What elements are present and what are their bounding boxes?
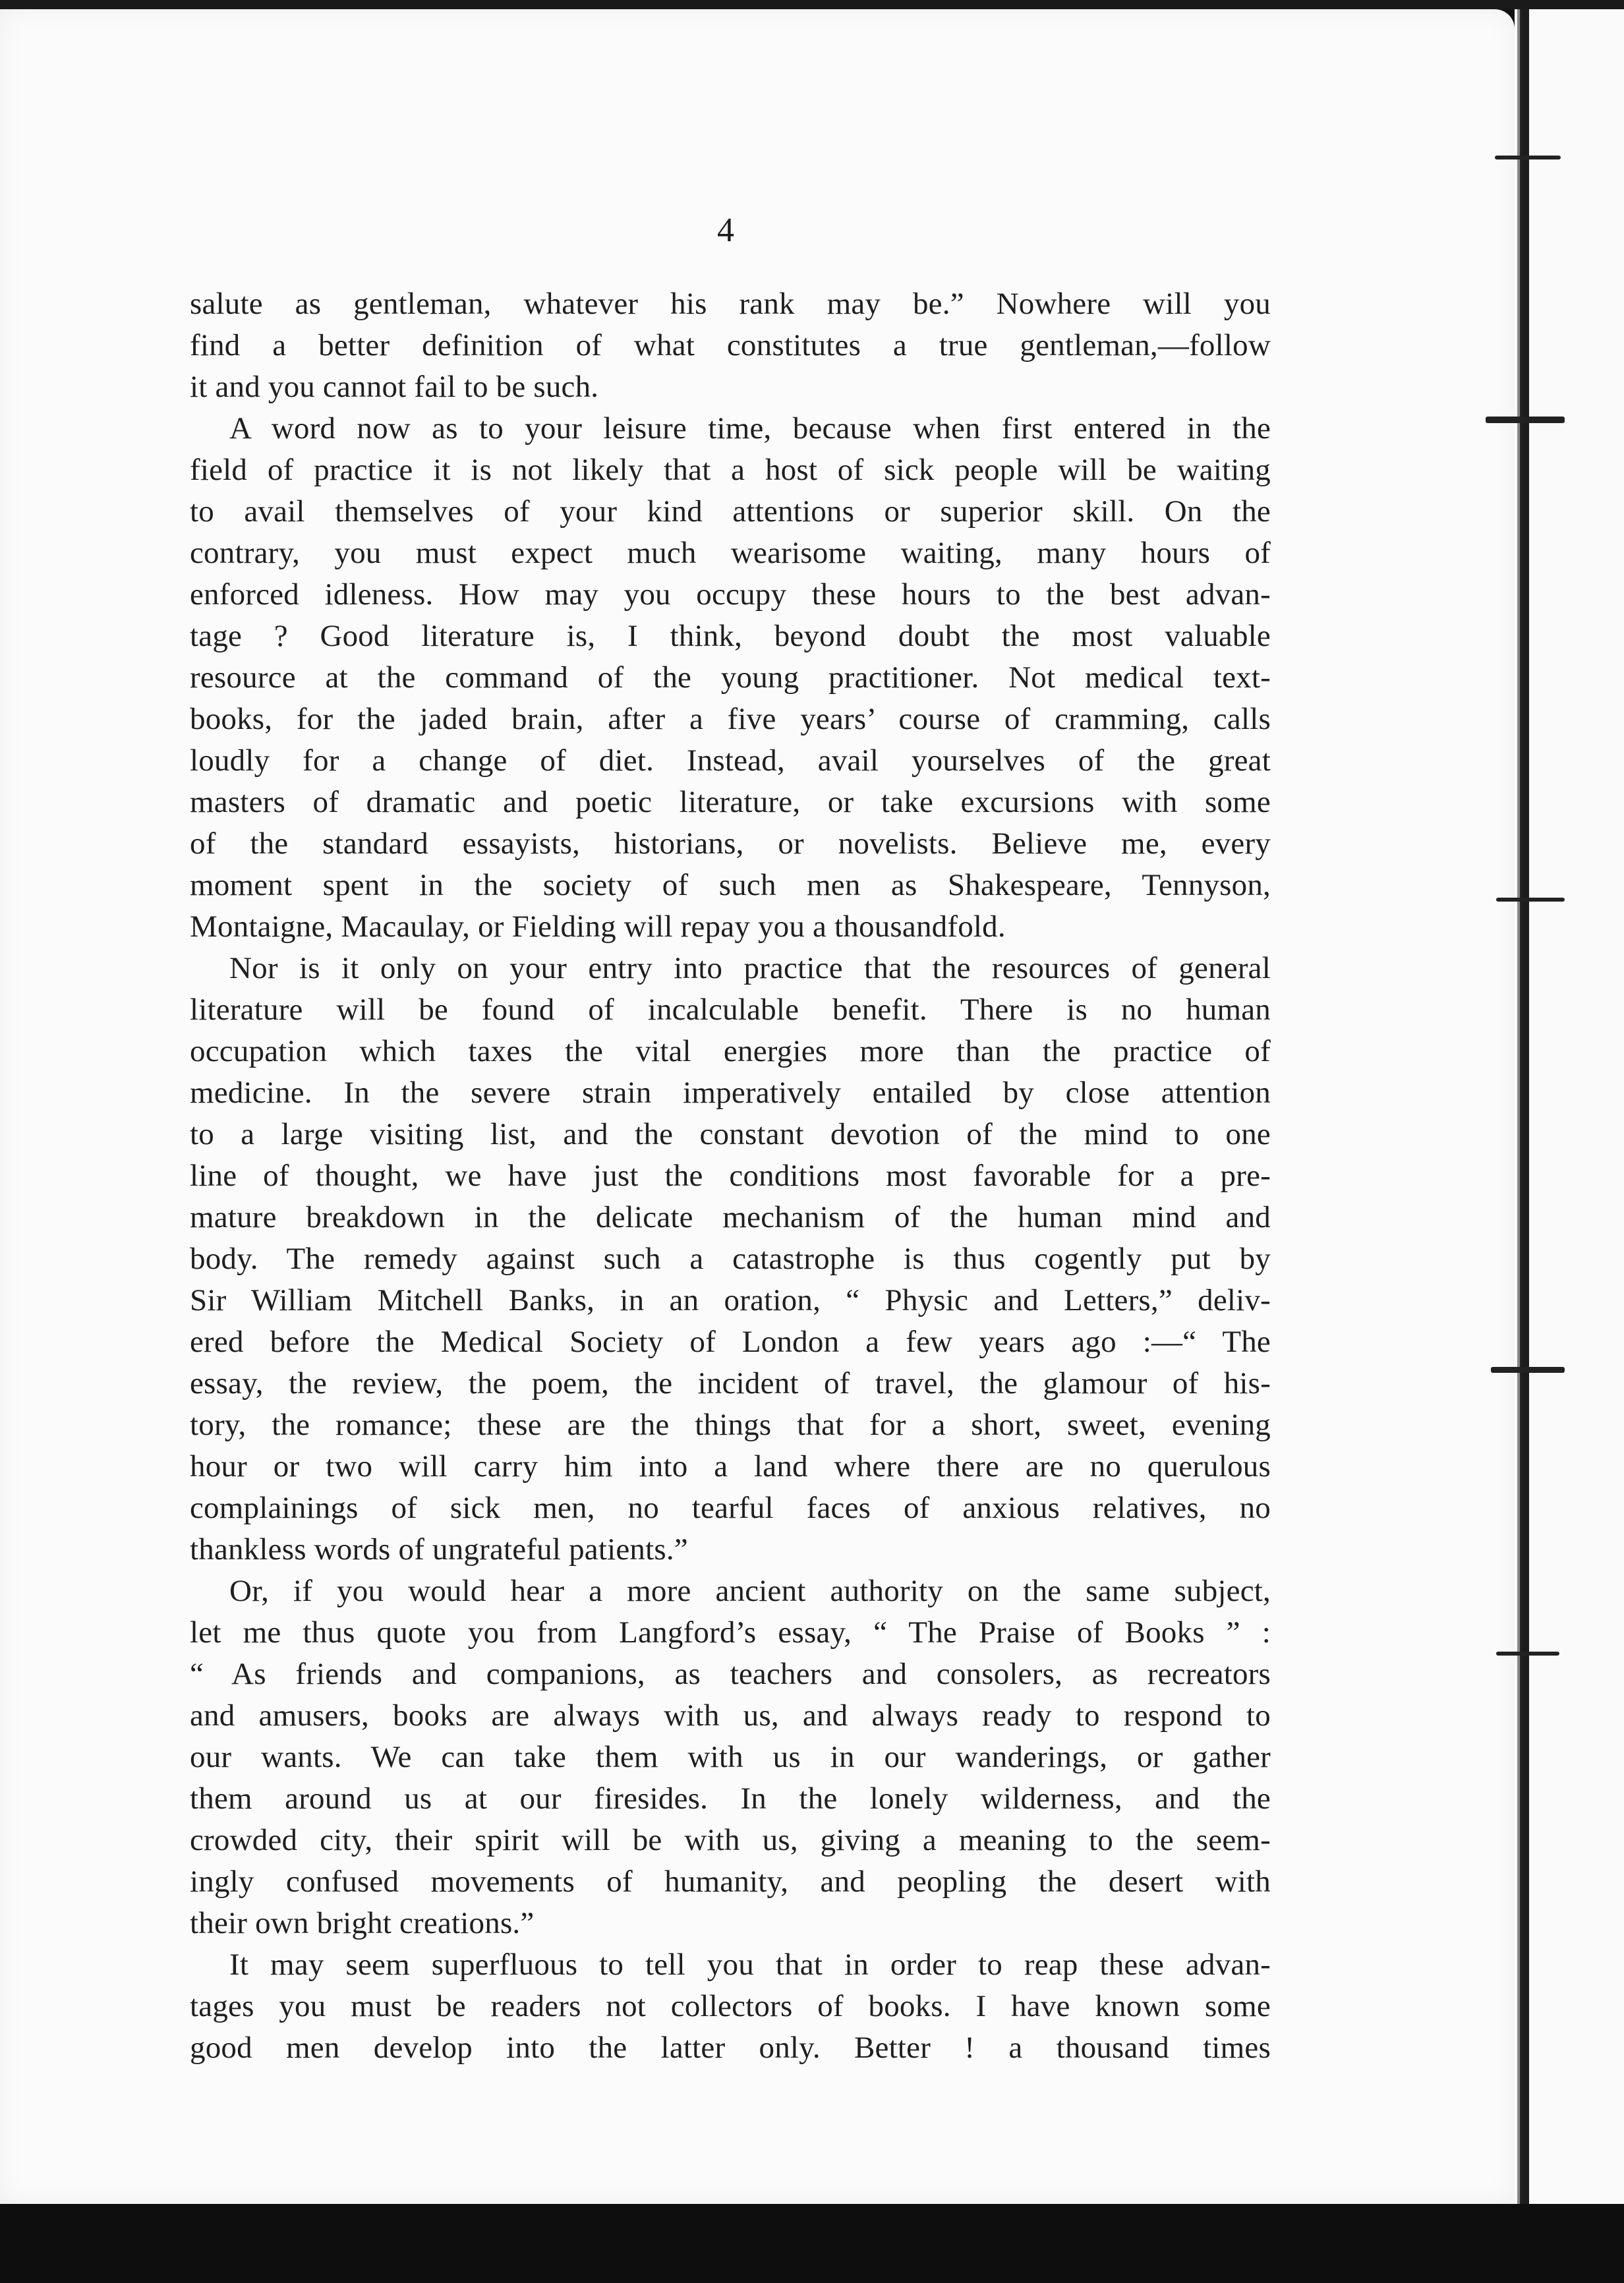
text-line: It may seem superfluous to tell you that in order to reap these advan-	[229, 1948, 1271, 1982]
text-line: find a better definition of what constitutes a true gentleman,—follow	[190, 328, 1271, 362]
text-line: books, for the jaded brain, after a five years’ course of cramming, calls	[190, 702, 1271, 736]
binding-stitch	[1486, 417, 1565, 423]
text-line: A word now as to your leisure time, because when first entered in the	[229, 411, 1271, 446]
binding-stitch	[1491, 1367, 1565, 1373]
text-line: hour or two will carry him into a land where there are no querulous	[190, 1449, 1271, 1484]
text-line: medicine. In the severe strain imperatively entailed by close attention	[190, 1076, 1271, 1110]
text-line: tages you must be readers not collectors of books. I have known some	[190, 1989, 1271, 2023]
text-line: salute as gentleman, whatever his rank may be.” Nowhere will you	[190, 287, 1271, 321]
text-line: of the standard essayists, historians, or novelists. Believe me, every	[190, 826, 1271, 861]
text-line: resource at the command of the young practitioner. Not medical text-	[190, 660, 1271, 695]
text-line: moment spent in the society of such men as Shakespeare, Tennyson,	[190, 868, 1271, 902]
text-line: Nor is it only on your entry into practice that the resources of general	[229, 951, 1271, 985]
text-line: masters of dramatic and poetic literature, or take excursions with some	[190, 785, 1271, 819]
text-line: our wants. We can take them with us in our wanderings, or gather	[190, 1740, 1271, 1774]
text-line: Montaigne, Macaulay, or Fielding will repay you a thousandfold.	[190, 910, 1006, 944]
text-line: Or, if you would hear a more ancient authority on the same subject,	[229, 1574, 1271, 1608]
text-line: their own bright creations.”	[190, 1906, 535, 1940]
text-line: line of thought, we have just the conditions most favorable for a pre-	[190, 1159, 1271, 1193]
text-line: good men develop into the latter only. Better ! a thousand times	[190, 2031, 1271, 2065]
text-line: body. The remedy against such a catastrophe is thus cogently put by	[190, 1242, 1271, 1276]
text-line: occupation which taxes the vital energies more than the practice of	[190, 1034, 1271, 1068]
text-line: to avail themselves of your kind attentions or superior skill. On the	[190, 494, 1271, 529]
text-line: tage ? Good literature is, I think, beyond doubt the most valuable	[190, 619, 1271, 653]
text-line: and amusers, books are always with us, and always ready to respond to	[190, 1698, 1271, 1733]
text-line: enforced idleness. How may you occupy these hours to the best advan-	[190, 577, 1271, 612]
text-line: mature breakdown in the delicate mechanism of the human mind and	[190, 1200, 1271, 1234]
body-text	[190, 283, 1271, 2069]
binding-stitch	[1496, 1652, 1559, 1656]
text-line: it and you cannot fail to be such.	[190, 370, 599, 404]
binding-margin	[1515, 9, 1624, 2204]
scan-top-edge	[0, 0, 1624, 9]
scan-bottom-edge	[0, 2204, 1624, 2283]
binding-stitch	[1495, 156, 1561, 159]
text-line: tory, the romance; these are the things that for a short, sweet, evening	[190, 1408, 1271, 1442]
page-number: 4	[717, 212, 734, 249]
text-line: contrary, you must expect much wearisome waiting, many hours of	[190, 536, 1271, 570]
text-line: ered before the Medical Society of London a few years ago :—“ The	[190, 1325, 1271, 1359]
text-line: field of practice it is not likely that a host of sick people will be waiting	[190, 453, 1271, 487]
binding-thread	[1517, 9, 1522, 2204]
text-line: to a large visiting list, and the constant devotion of the mind to one	[190, 1117, 1271, 1151]
text-line: Sir William Mitchell Banks, in an oration, “ Physic and Letters,” deliv-	[190, 1283, 1271, 1317]
text-line: thankless words of ungrateful patients.”	[190, 1532, 688, 1567]
text-line: essay, the review, the poem, the incident of travel, the glamour of his-	[190, 1366, 1271, 1401]
text-line: literature will be found of incalculable benefit. There is no human	[190, 993, 1271, 1027]
text-line: crowded city, their spirit will be with us, giving a meaning to the seem-	[190, 1823, 1271, 1857]
text-line: let me thus quote you from Langford’s essay, “ The Praise of Books ” :	[190, 1615, 1271, 1650]
text-line: ingly confused movements of humanity, and peopling the desert with	[190, 1864, 1271, 1899]
text-line: complainings of sick men, no tearful faces of anxious relatives, no	[190, 1491, 1271, 1525]
text-line: “ As friends and companions, as teachers and consolers, as recreators	[190, 1657, 1271, 1691]
text-line: them around us at our firesides. In the lonely wilderness, and the	[190, 1781, 1271, 1816]
binding-stitch	[1496, 898, 1565, 902]
text-line: loudly for a change of diet. Instead, avail yourselves of the great	[190, 743, 1271, 778]
